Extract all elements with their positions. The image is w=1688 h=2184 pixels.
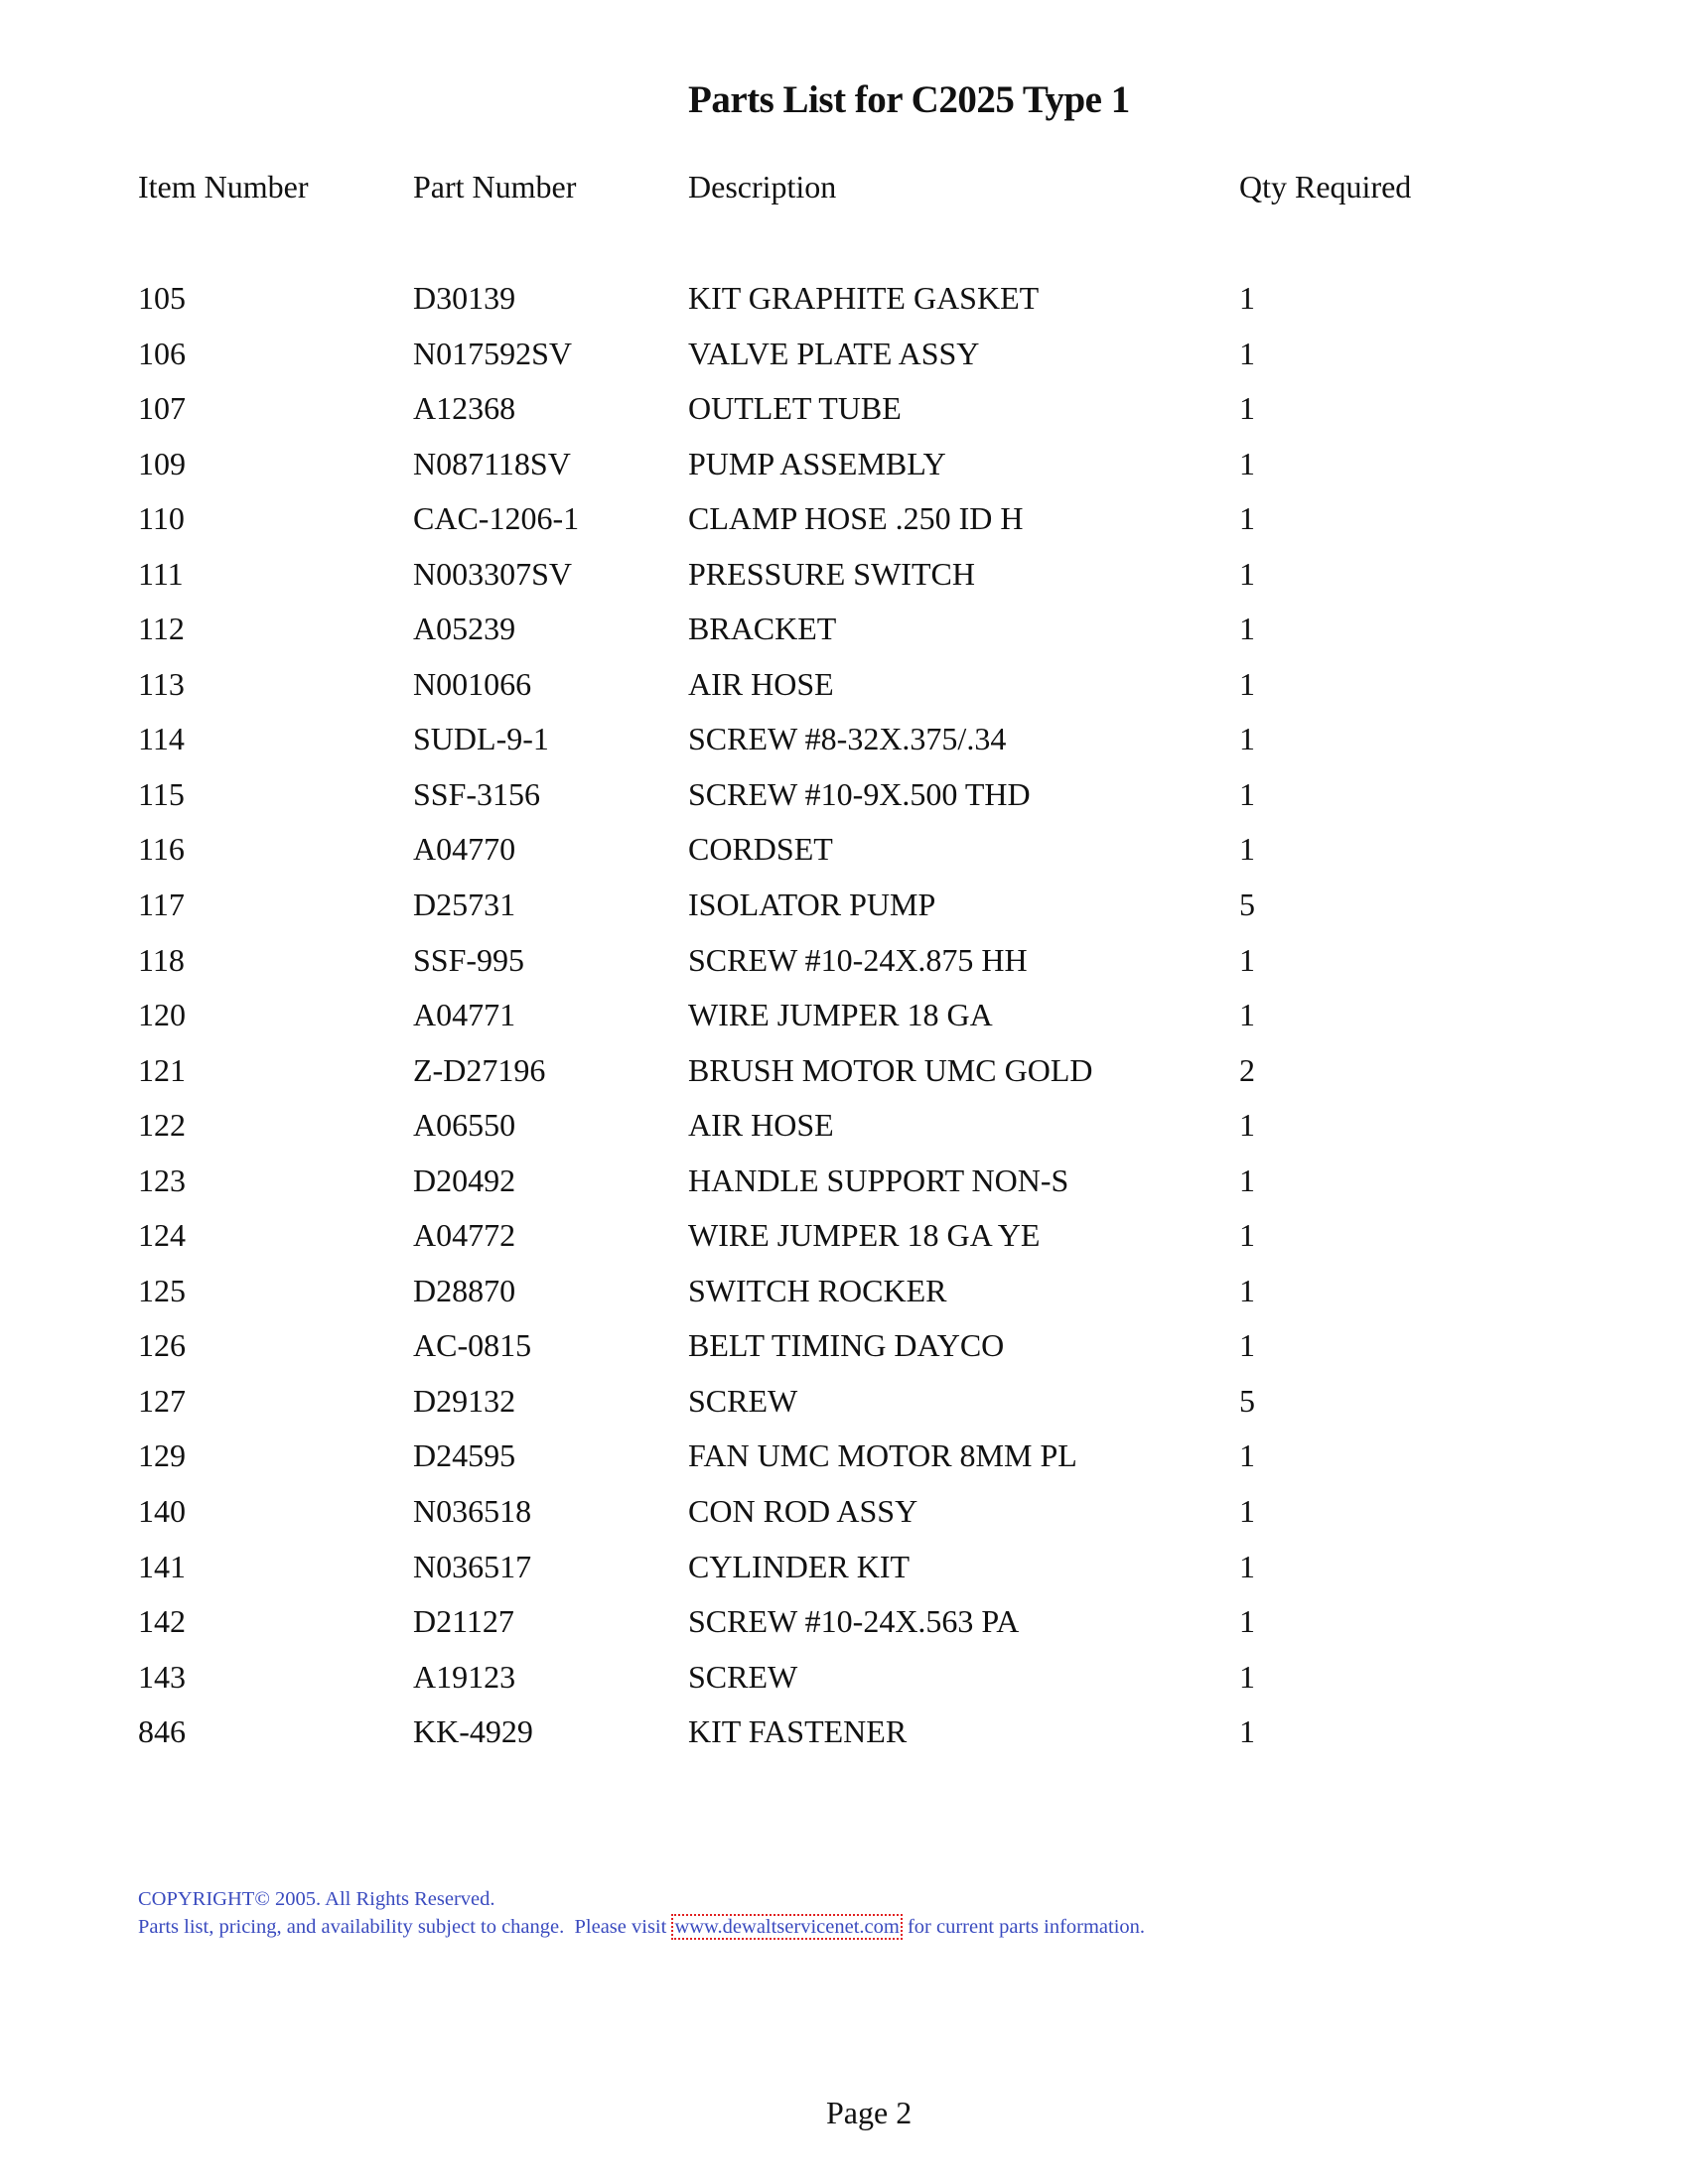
part-number-cell: A04770	[413, 831, 516, 868]
description-cell: HANDLE SUPPORT NON-S	[688, 1161, 1069, 1198]
table-row	[0, 1159, 1688, 1214]
copyright-notice: COPYRIGHT© 2005. All Rights Reserved.	[138, 1888, 495, 1910]
description-cell: BRUSH MOTOR UMC GOLD	[688, 1051, 1093, 1088]
part-number-cell: N003307SV	[413, 555, 573, 592]
part-number-cell: A05239	[413, 611, 516, 647]
item-number-cell: 110	[138, 500, 185, 537]
qty-cell: 5	[1239, 887, 1255, 923]
item-number-cell: 129	[138, 1437, 186, 1474]
column-header-part-number: Part Number	[413, 169, 577, 205]
qty-cell: 1	[1239, 941, 1255, 978]
part-number-cell: SSF-995	[413, 941, 525, 978]
item-number-cell: 141	[138, 1548, 186, 1584]
service-site-link[interactable]: www.dewaltservicenet.com	[671, 1914, 902, 1940]
qty-cell: 1	[1239, 1327, 1255, 1364]
item-number-cell: 118	[138, 941, 185, 978]
qty-cell: 1	[1239, 335, 1255, 371]
column-header-qty-required: Qty Required	[1239, 169, 1412, 205]
table-row	[0, 276, 1688, 332]
description-cell: SCREW #10-24X.875 HH	[688, 941, 1028, 978]
table-row	[0, 552, 1688, 608]
item-number-cell: 126	[138, 1327, 186, 1364]
qty-cell: 1	[1239, 611, 1255, 647]
part-number-cell: D28870	[413, 1272, 516, 1308]
description-cell: WIRE JUMPER 18 GA YE	[688, 1217, 1041, 1254]
description-cell: PUMP ASSEMBLY	[688, 445, 946, 481]
part-number-cell: A06550	[413, 1107, 516, 1144]
page-title: Parts List for C2025 Type 1	[688, 78, 1130, 121]
qty-cell: 5	[1239, 1382, 1255, 1419]
table-row	[0, 993, 1688, 1048]
parts-notice	[138, 1913, 1145, 1941]
table-row	[0, 772, 1688, 828]
qty-cell: 1	[1239, 1217, 1255, 1254]
qty-cell: 1	[1239, 831, 1255, 868]
part-number-cell: D20492	[413, 1161, 516, 1198]
table-row	[0, 938, 1688, 994]
qty-cell: 1	[1239, 997, 1255, 1033]
part-number-cell: N001066	[413, 665, 532, 702]
table-row	[0, 1545, 1688, 1600]
description-cell: FAN UMC MOTOR 8MM PL	[688, 1437, 1077, 1474]
table-row	[0, 332, 1688, 387]
page-number: Page 2	[826, 2095, 913, 2130]
description-cell: AIR HOSE	[688, 665, 834, 702]
part-number-cell: AC-0815	[413, 1327, 532, 1364]
part-number-cell: N036517	[413, 1548, 532, 1584]
qty-cell: 1	[1239, 1161, 1255, 1198]
description-cell: ISOLATOR PUMP	[688, 887, 936, 923]
part-number-cell: D24595	[413, 1437, 516, 1474]
qty-cell: 1	[1239, 721, 1255, 757]
qty-cell: 1	[1239, 500, 1255, 537]
item-number-cell: 117	[138, 887, 185, 923]
item-number-cell: 122	[138, 1107, 186, 1144]
description-cell: VALVE PLATE ASSY	[688, 335, 980, 371]
description-cell: KIT GRAPHITE GASKET	[688, 280, 1040, 316]
qty-cell: 1	[1239, 1658, 1255, 1695]
qty-cell: 1	[1239, 1493, 1255, 1530]
part-number-cell: A04771	[413, 997, 516, 1033]
item-number-cell: 106	[138, 335, 186, 371]
item-number-cell: 123	[138, 1161, 186, 1198]
qty-cell: 1	[1239, 555, 1255, 592]
table-row	[0, 442, 1688, 497]
description-cell: SCREW #8-32X.375/.34	[688, 721, 1007, 757]
description-cell: SCREW #10-9X.500 THD	[688, 775, 1031, 812]
table-row	[0, 883, 1688, 938]
item-number-cell: 143	[138, 1658, 186, 1695]
description-cell: BRACKET	[688, 611, 837, 647]
description-cell: PRESSURE SWITCH	[688, 555, 975, 592]
description-cell: SCREW #10-24X.563 PA	[688, 1603, 1020, 1640]
description-cell: CYLINDER KIT	[688, 1548, 911, 1584]
description-cell: OUTLET TUBE	[688, 390, 902, 427]
qty-cell: 1	[1239, 280, 1255, 316]
qty-cell: 1	[1239, 1548, 1255, 1584]
item-number-cell: 112	[138, 611, 185, 647]
qty-cell: 1	[1239, 1437, 1255, 1474]
part-number-cell: CAC-1206-1	[413, 500, 580, 537]
item-number-cell: 109	[138, 445, 186, 481]
table-row	[0, 607, 1688, 662]
part-number-cell: A04772	[413, 1217, 516, 1254]
item-number-cell: 120	[138, 997, 186, 1033]
column-header-description: Description	[688, 169, 837, 205]
parts-table	[0, 276, 1688, 1765]
part-number-cell: N087118SV	[413, 445, 571, 481]
part-number-cell: N036518	[413, 1493, 532, 1530]
item-number-cell: 116	[138, 831, 185, 868]
table-row	[0, 1709, 1688, 1765]
item-number-cell: 142	[138, 1603, 186, 1640]
table-row	[0, 1655, 1688, 1710]
table-row	[0, 662, 1688, 718]
part-number-cell: A19123	[413, 1658, 516, 1695]
part-number-cell: N017592SV	[413, 335, 573, 371]
item-number-cell: 107	[138, 390, 186, 427]
table-row	[0, 1269, 1688, 1324]
part-number-cell: D21127	[413, 1603, 514, 1640]
table-row	[0, 827, 1688, 883]
table-row	[0, 1599, 1688, 1655]
qty-cell: 1	[1239, 390, 1255, 427]
table-row	[0, 1489, 1688, 1545]
table-row	[0, 1379, 1688, 1434]
item-number-cell: 846	[138, 1713, 186, 1750]
description-cell: WIRE JUMPER 18 GA	[688, 997, 993, 1033]
part-number-cell: SSF-3156	[413, 775, 541, 812]
parts-notice-text: Parts list, pricing, and availability subject to change. Please visit	[138, 1916, 672, 1938]
table-row	[0, 1213, 1688, 1269]
table-row	[0, 717, 1688, 772]
table-row	[0, 1323, 1688, 1379]
description-cell: SWITCH ROCKER	[688, 1272, 947, 1308]
table-row	[0, 1433, 1688, 1489]
description-cell: SCREW	[688, 1658, 798, 1695]
table-row	[0, 1103, 1688, 1159]
item-number-cell: 113	[138, 665, 185, 702]
qty-cell: 1	[1239, 1603, 1255, 1640]
table-row	[0, 1048, 1688, 1104]
part-number-cell: D25731	[413, 887, 516, 923]
table-row	[0, 386, 1688, 442]
part-number-cell: Z-D27196	[413, 1051, 546, 1088]
part-number-cell: A12368	[413, 390, 516, 427]
parts-notice-text-end: for current parts information.	[902, 1916, 1146, 1938]
qty-cell: 1	[1239, 1272, 1255, 1308]
part-number-cell: D30139	[413, 280, 516, 316]
description-cell: BELT TIMING DAYCO	[688, 1327, 1005, 1364]
qty-cell: 1	[1239, 445, 1255, 481]
part-number-cell: D29132	[413, 1382, 516, 1419]
qty-cell: 1	[1239, 1107, 1255, 1144]
item-number-cell: 125	[138, 1272, 186, 1308]
item-number-cell: 111	[138, 555, 184, 592]
description-cell: KIT FASTENER	[688, 1713, 908, 1750]
qty-cell: 1	[1239, 1713, 1255, 1750]
table-row	[0, 496, 1688, 552]
item-number-cell: 127	[138, 1382, 186, 1419]
item-number-cell: 140	[138, 1493, 186, 1530]
column-header-item-number: Item Number	[138, 169, 309, 205]
description-cell: CON ROD ASSY	[688, 1493, 918, 1530]
description-cell: CORDSET	[688, 831, 833, 868]
item-number-cell: 121	[138, 1051, 186, 1088]
description-cell: CLAMP HOSE .250 ID H	[688, 500, 1024, 537]
item-number-cell: 105	[138, 280, 186, 316]
part-number-cell: KK-4929	[413, 1713, 533, 1750]
item-number-cell: 124	[138, 1217, 186, 1254]
qty-cell: 2	[1239, 1051, 1255, 1088]
item-number-cell: 115	[138, 775, 185, 812]
item-number-cell: 114	[138, 721, 185, 757]
qty-cell: 1	[1239, 775, 1255, 812]
description-cell: SCREW	[688, 1382, 798, 1419]
qty-cell: 1	[1239, 665, 1255, 702]
part-number-cell: SUDL-9-1	[413, 721, 549, 757]
description-cell: AIR HOSE	[688, 1107, 834, 1144]
